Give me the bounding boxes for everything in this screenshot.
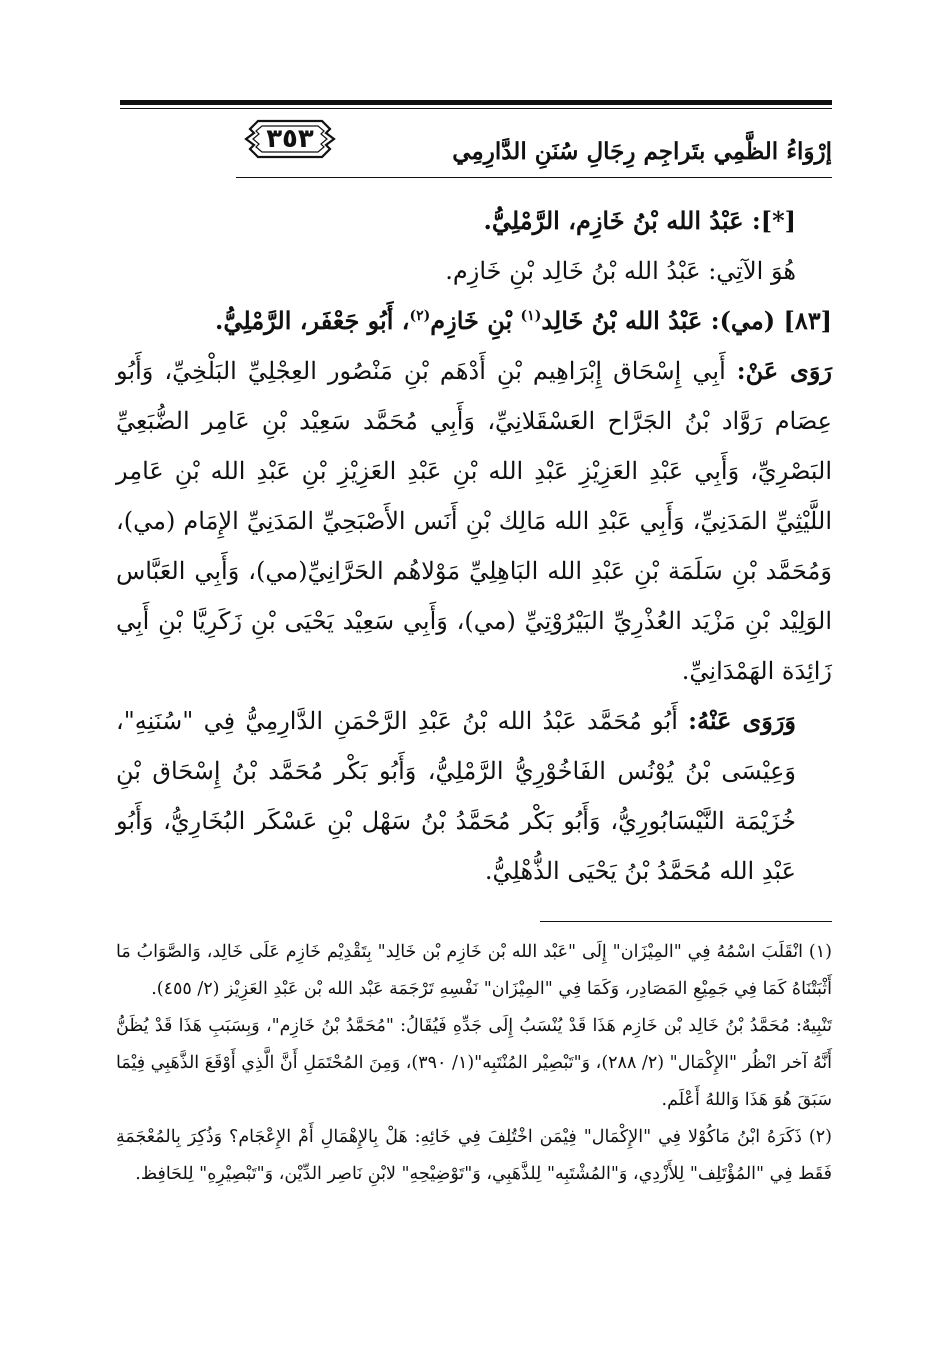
page-number: ٣٥٣ xyxy=(266,124,314,154)
main-text xyxy=(116,196,832,896)
narrated-from-label: رَوَى عَنْ: xyxy=(736,356,832,385)
running-title: إرْوَاءُ الظَّمِي بتَراجِم رِجَالِ سُنَنِ الدَّارِمِي xyxy=(452,138,832,165)
footnote-ref-2: (٢) xyxy=(409,308,431,324)
footnote-1: (١) انْقَلَبَ اسْمُهُ فِي "المِيْزَان" إِلَى "عَبْد الله بْن خَازِم بْن خَالِد" بِتَقْدِيْم خَازِم عَلَى خَالِد، وَالصَّوَابُ مَا أَثْبَتْنَاهُ كَمَا فِي جَمِيْعِ المَصَادِر، وَكَمَا فِي "المِيْزَان" نَفْسِهِ تَرْجَمَة عَبْد الله بْن عَبْدِ العَزِيْز (٢/ ٤٥٥). xyxy=(116,942,832,999)
header-rule-thin xyxy=(120,108,832,109)
narrated-by-label: وَرَوَى عَنْهُ: xyxy=(688,706,796,735)
entry-cross-reference xyxy=(116,196,832,246)
footnotes xyxy=(116,934,832,1193)
header-rule-bottom xyxy=(236,177,832,178)
entry-heading-part-2: بْنِ خَازِم xyxy=(430,306,521,335)
narrated-by-text: أَبُو مُحَمَّد عَبْدُ الله بْنُ عَبْدِ الرَّحْمَنِ الدَّارِمِيُّ فِي "سُنَنِهِ"، وَعِيْسَى بْنُ يُوْنُس الفَاخُوْرِيُّ الرَّمْلِيُّ، وَأَبُو بَكْر مُحَمَّد بْنُ إِسْحَاق بْنِ خُزَيْمَة النَّيْسَابُورِيُّ، وَأَبُو بَكْر مُحَمَّدُ بْنُ سَهْل بْنِ عَسْكَر البُخَارِيُّ، وَأَبُو عَبْدِ الله مُحَمَّدُ بْنُ يَحْيَى الذُّهْلِيُّ. xyxy=(116,707,796,885)
entry-name: عَبْدُ الله بْنُ خَازِم، الرَّمْلِيُّ. xyxy=(483,206,752,235)
cross-reference-note: هُوَ الآتِي: عَبْدُ الله بْنُ خَالِد بْنِ خَازِم. xyxy=(445,257,796,285)
footnote-separator xyxy=(540,921,832,922)
narrated-by-paragraph xyxy=(116,696,832,896)
entry-heading-part-3: ، أَبُو جَعْفَر، الرَّمْلِيُّ. xyxy=(215,306,410,335)
entry-marker: [*]: xyxy=(751,206,796,235)
page-number-badge xyxy=(244,117,336,161)
header-rule-thick xyxy=(120,100,832,105)
footnote-ref-1: (١) xyxy=(520,308,542,324)
footnote-1-note: تَنْبِيهٌ: مُحَمَّدُ بْنُ خَالِد بْن خَازِم هَذَا قَدْ يُنْسَبُ إِلَى جَدِّهِ فَيُقَالُ: "مُحَمَّدُ بْنُ خَازِم"، وَبِسَبَبِ هَذَا قَدْ يُظَنُّ أَنَّهُ آخر انْظُر "الإِكْمَال" (٢/ ٢٨٨)، وَ"تَبْصِيْر المُنْتَبِه"(١/ ٣٩٠)، وَمِنَ المُحْتَمَلِ أَنَّ الَّذِي أَوْقَعَ الذَّهَبِي فِيْمَا سَبَقَ هُوَ هَذَا وَاللهُ أَعْلَم. xyxy=(116,1016,833,1110)
entry-heading-part-1: [٨٣] (مي): عَبْدُ الله بْنُ خَالِد xyxy=(541,306,832,335)
footnote-2: (٢) ذَكَرَهُ ابْنُ مَاكُوْلا فِي "الإِكْمَال" فِيْمَن اخْتُلِفَ فِي خَائِهِ: هَلْ بِالإِهْمَالِ أَمْ الإِعْجَام؟ وَذُكِرَ بِالمُعْجَمَةِ فَقَط فِي "المُؤْتَلِف" لِلأَزْدِي، وَ"المُشْتَبِه" لِلذَّهَبِي، وَ"تَوْضِيْحِهِ" لابْنِ نَاصِر الدِّيْن، وَ"تَبْصِيْرِهِ" لِلحَافِظ. xyxy=(116,1127,832,1184)
entry-heading xyxy=(116,296,832,346)
narrated-from-paragraph xyxy=(116,346,832,696)
narrated-from-text: أَبِي إِسْحَاق إِبْرَاهِيم بْنِ أَدْهَم بْنِ مَنْصُور العِجْلِيِّ البَلْخِيِّ، وَأَبُو عِصَام رَوَّاد بْنُ الجَرَّاح العَسْقَلانِيِّ، وَأَبِي مُحَمَّد سَعِيْد بْنِ عَامِر الضُّبَعِيِّ البَصْرِيِّ، وَأَبِي عَبْدِ العَزِيْزِ عَبْدِ الله بْنِ عَبْدِ العَزِيْزِ بْنِ عَبْدِ الله بْنِ عَامِر اللَّيْثِيِّ المَدَنِيِّ، وَأَبِي عَبْدِ الله مَالِك بْنِ أَنَس الأَصْبَحِيِّ المَدَنِيِّ الإِمَام (مي)، وَمُحَمَّد بْنِ سَلَمَة بْنِ عَبْدِ الله البَاهِلِيِّ مَوْلاهُم الحَرَّانِيِّ(مي)، وَأَبِي العَبَّاس الوَلِيْد بْنِ مَزْيَد العُذْرِيِّ البَيْرُوْتِيِّ (مي)، وَأَبِي سَعِيْد يَحْيَى بْنِ زَكَرِيَّا بْنِ أَبِي زَائِدَة الهَمْدَانِيِّ. xyxy=(116,357,832,685)
